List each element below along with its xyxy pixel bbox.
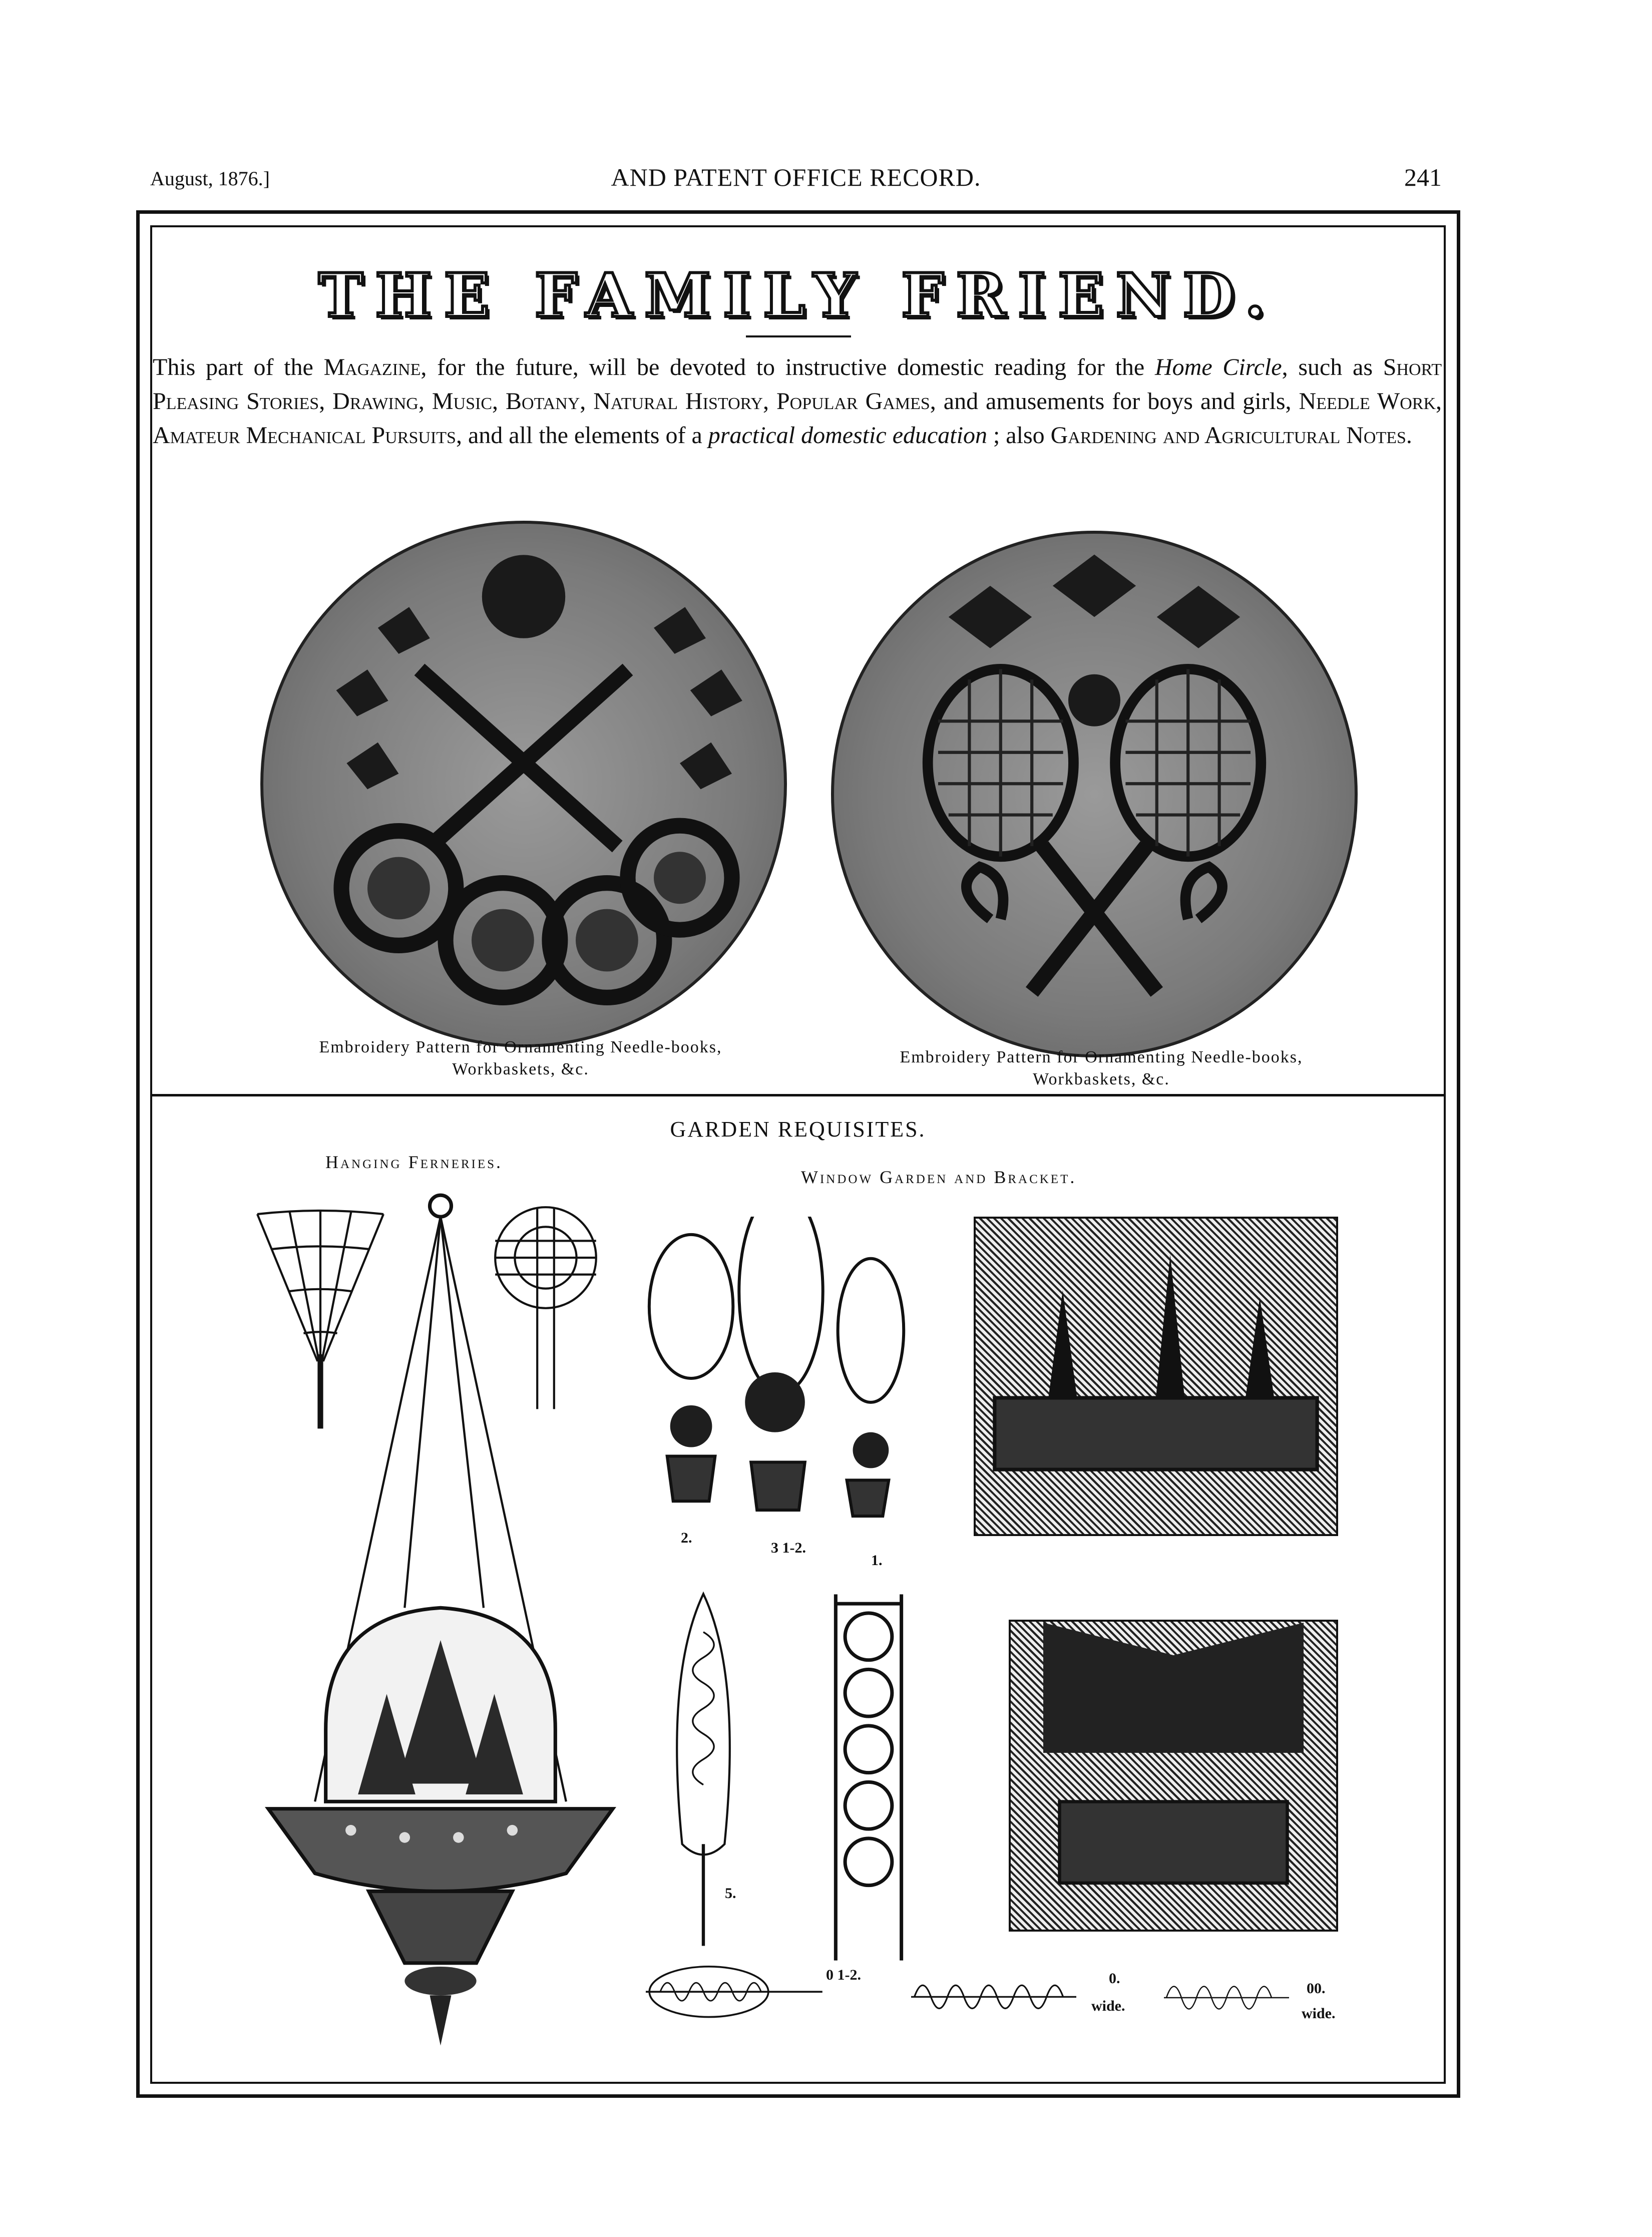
intro-paragraph: This part of the Magazine, for the future, will be devoted to instructive domestic reading for the Home Circle, such as Short Pleasing Stories, Drawing, Music, Botany, Natural History, Popular Games, and amusements for boys and girls, Needle Work, Amateur Mechanical Pursuits, and all the elements of a practical domestic education ; also Gardening and Agricultural Notes.: [153, 354, 1442, 449]
section-divider: [150, 1094, 1446, 1096]
intro-text: .: [1406, 422, 1412, 449]
caption-embroidery-left: Embroidery Pattern for Ornamenting Needle-books, Workbaskets, &c.: [319, 1038, 722, 1078]
page-number: 241: [1404, 163, 1442, 191]
window-garden-engraving-top: [974, 1217, 1338, 1536]
masthead-rule: [746, 335, 851, 337]
figure-label-5: 5.: [725, 1885, 736, 1902]
intro-term: Music: [432, 388, 493, 415]
garden-section-title: GARDEN REQUISITES.: [670, 1117, 926, 1142]
intro-term: Amateur Mechanical Pursuits: [153, 422, 456, 449]
running-head: [150, 163, 1442, 193]
intro-term: Needle Work: [1299, 388, 1436, 415]
figure-label-0-1-2: 0 1-2.: [826, 1967, 861, 1983]
intro-term: Magazine: [323, 354, 421, 381]
hanging-ferneries-heading: Hanging Ferneries.: [325, 1152, 503, 1172]
intro-text: This part of the: [153, 354, 324, 381]
intro-emphasis: practical domestic education: [708, 422, 987, 449]
intro-term: Popular Games: [776, 388, 930, 415]
intro-term: Drawing: [332, 388, 419, 415]
embroidery-medallion-racquets: [831, 531, 1358, 1057]
hanging-fernery-illustration: [260, 1192, 621, 2053]
intro-text: ; also: [987, 422, 1051, 449]
racquets-pattern-illustration: [834, 534, 1355, 1054]
intro-text: , such as: [1282, 354, 1383, 381]
figure-label-3-1-2: 3 1-2.: [771, 1540, 806, 1556]
caption-embroidery-right: Embroidery Pattern for Ornamenting Needle-books, Workbaskets, &c.: [900, 1048, 1303, 1088]
intro-term: Botany: [506, 388, 580, 415]
intro-term: Gardening and Agricultural Notes: [1050, 422, 1406, 449]
figure-label-2: 2.: [681, 1530, 692, 1546]
figure-label-0: 0.: [1109, 1970, 1120, 1987]
figure-label-0-wide: wide.: [1091, 1998, 1125, 2014]
intro-text: , and amusements for boys and girls,: [930, 388, 1299, 415]
window-garden-heading: Window Garden and Bracket.: [801, 1167, 1077, 1187]
figure-label-1: 1.: [871, 1552, 883, 1569]
intro-term: Natural History: [593, 388, 763, 415]
potted-plants-trellis-illustration: [631, 1217, 931, 1537]
intro-text: , and all the elements of a: [456, 422, 708, 449]
ladder-trellis-illustration: [821, 1590, 916, 1965]
horizontal-trellis-00: [1164, 1970, 1289, 2025]
horizontal-trellis-0: [911, 1970, 1076, 2025]
figure-label-00: 00.: [1307, 1980, 1326, 1997]
horizontal-trellis-0-1-2: [646, 1963, 826, 2023]
journal-title: AND PATENT OFFICE RECORD.: [611, 163, 981, 191]
window-garden-engraving-bottom: [1009, 1620, 1338, 1932]
masthead-title: THE FAMILY FRIEND.: [318, 260, 1278, 331]
intro-emphasis: Home Circle: [1155, 354, 1282, 381]
embroidery-medallion-scissors: [260, 521, 787, 1047]
figure-label-00-wide: wide.: [1302, 2005, 1336, 2022]
intro-term: Short Pleasing Stories: [153, 354, 1442, 415]
intro-text: , for the future, will be devoted to instructive domestic reading for the: [421, 354, 1155, 381]
issue-date: August, 1876.]: [150, 167, 270, 190]
scissors-pattern-illustration: [263, 524, 784, 1044]
